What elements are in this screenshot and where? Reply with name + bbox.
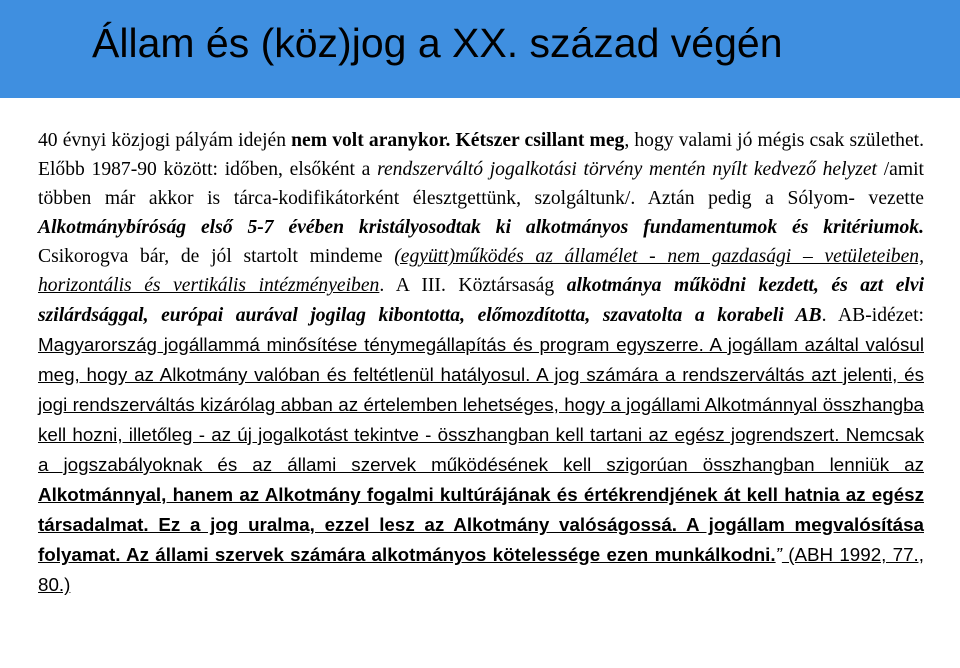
text-run: /amit többen már akkor is tárca-kodifikátorként élesztgettünk, szolgáltunk/. Aztán pedig a Sólyom- vezette [38, 159, 924, 210]
text-run-bold: nem volt aranykor. Kétszer csillant meg [291, 130, 625, 151]
text-run: 40 évnyi közjogi pályám idején [38, 130, 292, 151]
text-run: . A III. Köztársaság [379, 275, 567, 297]
slide-title: Állam és (köz)jog a XX. század végén [92, 20, 783, 66]
text-run: , hogy valami jó mégis csak születhet. Előbb 1987-90 között: időben, elsőként a [38, 130, 924, 181]
text-run: Csikorogva bár, de jól startolt mindeme [38, 246, 395, 268]
citation: (ABH 1992, 77., 80.) [38, 544, 924, 596]
title-bar [0, 0, 960, 98]
text-run-italic: rendszerváltó jogalkotási törvény mentén nyílt kedvező helyzet [377, 159, 877, 181]
text-run-italic-underlined: (együtt)működés az államélet - nem gazdasági – vetületeiben, horizontális és vertikális intézményeiben [38, 246, 924, 297]
body-paragraph [38, 126, 924, 601]
text-run-bold-italic: alkotmánya működni kezdett, és azt elvi szilárdsággal, európai aurával jogilag kibontotta, előmozdította, szavatolta a korabeli AB [38, 275, 925, 326]
quote-run-bold-underlined: Alkotmánnyal, hanem az Alkotmány fogalmi kultúrájának és értékrendjének át kell hatnia az egész társadalmat. Ez a jog uralma, ezzel lesz az Alkotmány valóságossá. A jogállam megvalósítása folyamat. Az állami szervek számára alkotmányos kötelessége ezen munkálkodni. [38, 484, 924, 566]
quote-run-underlined: Magyarország jogállammá minősítése ténymegállapítás és program egyszerre. A jogállam azáltal valósul meg, hogy az Alkotmány valóban és feltétlenül hatályosul. A jog számára a rendszerváltás azt jelenti, és jogi rendszerváltás kizárólag abban az értelemben lehetséges, hogy a jogállami Alkotmánnyal összhangba kell hozni, illetőleg - az új jogalkotást tekintve - összhangban kell tartani az egész jogrendszert. Nemcsak a jogszabályoknak és az állami szervek működésének kell szigorúan összhangban lenniük az [38, 333, 924, 476]
closing-quote-mark: ” [775, 544, 782, 566]
text-run-bold-italic: Alkotmánybíróság első 5-7 évében kristályosodtak ki alkotmányos fundamentumok és kritériumok. [38, 217, 924, 239]
text-run: . AB-idézet: [821, 304, 924, 326]
